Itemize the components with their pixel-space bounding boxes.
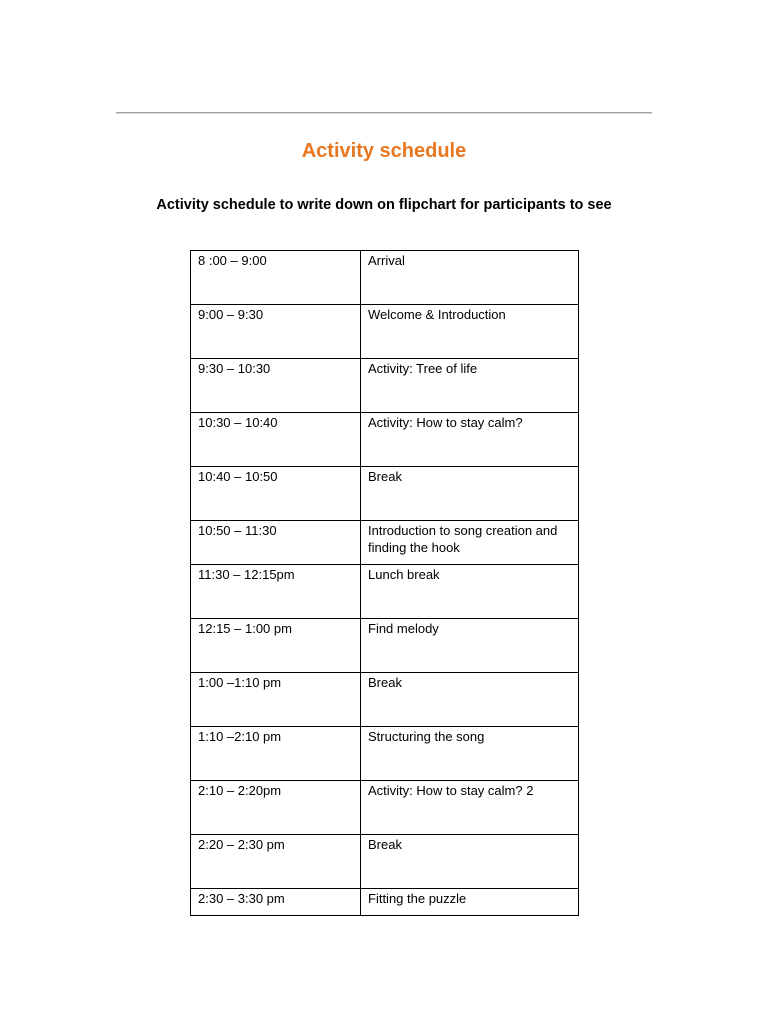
- time-cell: 11:30 – 12:15pm: [191, 565, 361, 619]
- table-row: [191, 781, 579, 835]
- table-row: [191, 521, 579, 565]
- activity-cell: Arrival: [361, 251, 579, 305]
- table-row: [191, 305, 579, 359]
- activity-cell: Activity: Tree of life: [361, 359, 579, 413]
- table-row: [191, 727, 579, 781]
- time-cell: 9:00 – 9:30: [191, 305, 361, 359]
- time-cell: 2:30 – 3:30 pm: [191, 889, 361, 916]
- activity-cell: Welcome & Introduction: [361, 305, 579, 359]
- table-row: [191, 359, 579, 413]
- time-cell: 9:30 – 10:30: [191, 359, 361, 413]
- time-cell: 1:10 –2:10 pm: [191, 727, 361, 781]
- table-row: [191, 467, 579, 521]
- table-row: [191, 673, 579, 727]
- activity-cell: Activity: How to stay calm?: [361, 413, 579, 467]
- activity-cell: Introduction to song creation and finding the hook: [361, 521, 579, 565]
- table-row: [191, 889, 579, 916]
- time-cell: 1:00 –1:10 pm: [191, 673, 361, 727]
- activity-cell: Find melody: [361, 619, 579, 673]
- table-row: [191, 835, 579, 889]
- activity-cell: Break: [361, 467, 579, 521]
- activity-cell: Structuring the song: [361, 727, 579, 781]
- time-cell: 8 :00 – 9:00: [191, 251, 361, 305]
- activity-cell: Break: [361, 835, 579, 889]
- page-title: Activity schedule: [301, 140, 467, 162]
- time-cell: 10:30 – 10:40: [191, 413, 361, 467]
- time-cell: 12:15 – 1:00 pm: [191, 619, 361, 673]
- activity-schedule-table: [190, 250, 579, 916]
- time-cell: 2:10 – 2:20pm: [191, 781, 361, 835]
- activity-cell: Lunch break: [361, 565, 579, 619]
- table-row: [191, 565, 579, 619]
- activity-cell: Fitting the puzzle: [361, 889, 579, 916]
- table-row: [191, 251, 579, 305]
- top-horizontal-rule: [116, 112, 652, 114]
- schedule-subtitle: Activity schedule to write down on flipchart for participants to see: [156, 197, 612, 213]
- activity-cell: Activity: How to stay calm? 2: [361, 781, 579, 835]
- time-cell: 2:20 – 2:30 pm: [191, 835, 361, 889]
- time-cell: 10:50 – 11:30: [191, 521, 361, 565]
- activity-cell: Break: [361, 673, 579, 727]
- table-row: [191, 619, 579, 673]
- table-row: [191, 413, 579, 467]
- time-cell: 10:40 – 10:50: [191, 467, 361, 521]
